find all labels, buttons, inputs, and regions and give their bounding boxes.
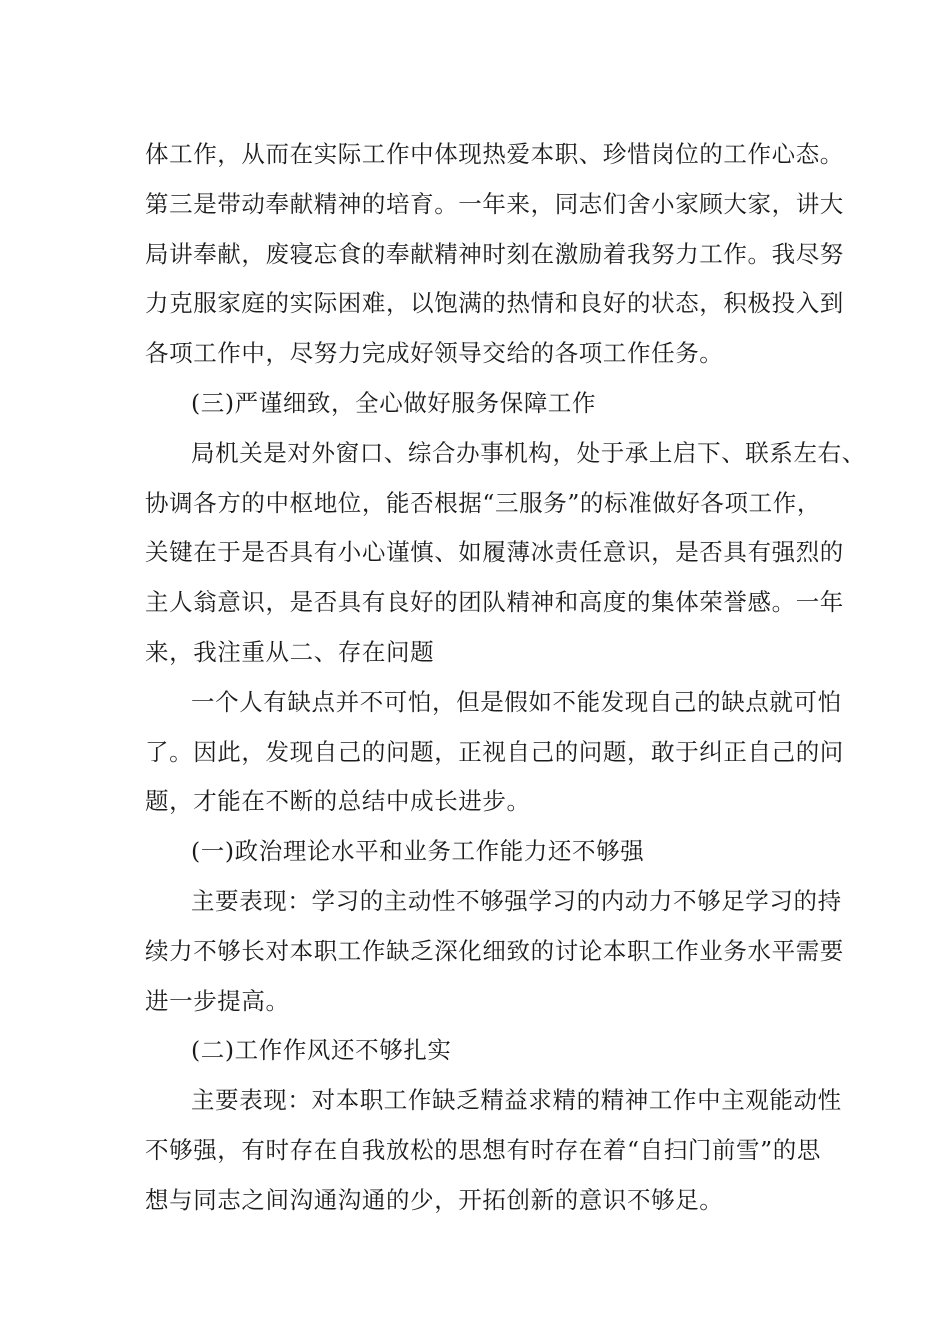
- section-heading: (二)工作作风还不够扎实: [191, 1036, 452, 1065]
- text-line: 主要表现：学习的主动性不够强学习的内动力不够足学习的持: [191, 886, 842, 915]
- text-line: 想与同志之间沟通沟通的少，开拓创新的意识不够足。: [145, 1185, 724, 1214]
- text-line: 第三是带动奉献精神的培育。一年来，同志们舍小家顾大家，讲大: [145, 189, 844, 218]
- text-line: 续力不够长对本职工作缺乏深化细致的讨论本职工作业务水平需要: [145, 936, 844, 965]
- text-line: 进一步提高。: [145, 986, 290, 1015]
- text-line: 关键在于是否具有小心谨慎、如履薄冰责任意识，是否具有强烈的: [145, 538, 844, 567]
- text-line: 不够强，有时存在自我放松的思想有时存在着“自扫门前雪”的思: [145, 1135, 821, 1164]
- text-line: 协调各方的中枢地位，能否根据“三服务”的标准做好各项工作，: [145, 488, 821, 517]
- body-text: [145, 130, 866, 1226]
- text-line: 局讲奉献，废寝忘食的奉献精神时刻在激励着我努力工作。我尽努: [145, 239, 844, 268]
- text-line: 体工作，从而在实际工作中体现热爱本职、珍惜岗位的工作心态。: [145, 140, 844, 168]
- text-line: 力克服家庭的实际困难，以饱满的热情和良好的状态，积极投入到: [145, 289, 844, 318]
- text-line: 一个人有缺点并不可怕，但是假如不能发现自己的缺点就可怕: [191, 687, 842, 716]
- text-line: 来，我注重从二、存在问题: [145, 637, 435, 666]
- text-line: 了。因此，发现自己的问题，正视自己的问题，敢于纠正自己的问: [145, 737, 844, 766]
- section-heading: (一)政治理论水平和业务工作能力还不够强: [191, 837, 645, 866]
- text-line: 主要表现：对本职工作缺乏精益求精的精神工作中主观能动性: [191, 1086, 842, 1115]
- text-line: 题，才能在不断的总结中成长进步。: [145, 787, 531, 816]
- section-heading: (三)严谨细致，全心做好服务保障工作: [191, 388, 597, 417]
- text-line: 局机关是对外窗口、综合办事机构，处于承上启下、联系左右、: [191, 438, 866, 467]
- text-line: 各项工作中，尽努力完成好领导交给的各项工作任务。: [145, 339, 724, 368]
- text-line: 主人翁意识，是否具有良好的团队精神和高度的集体荣誉感。一年: [145, 588, 844, 617]
